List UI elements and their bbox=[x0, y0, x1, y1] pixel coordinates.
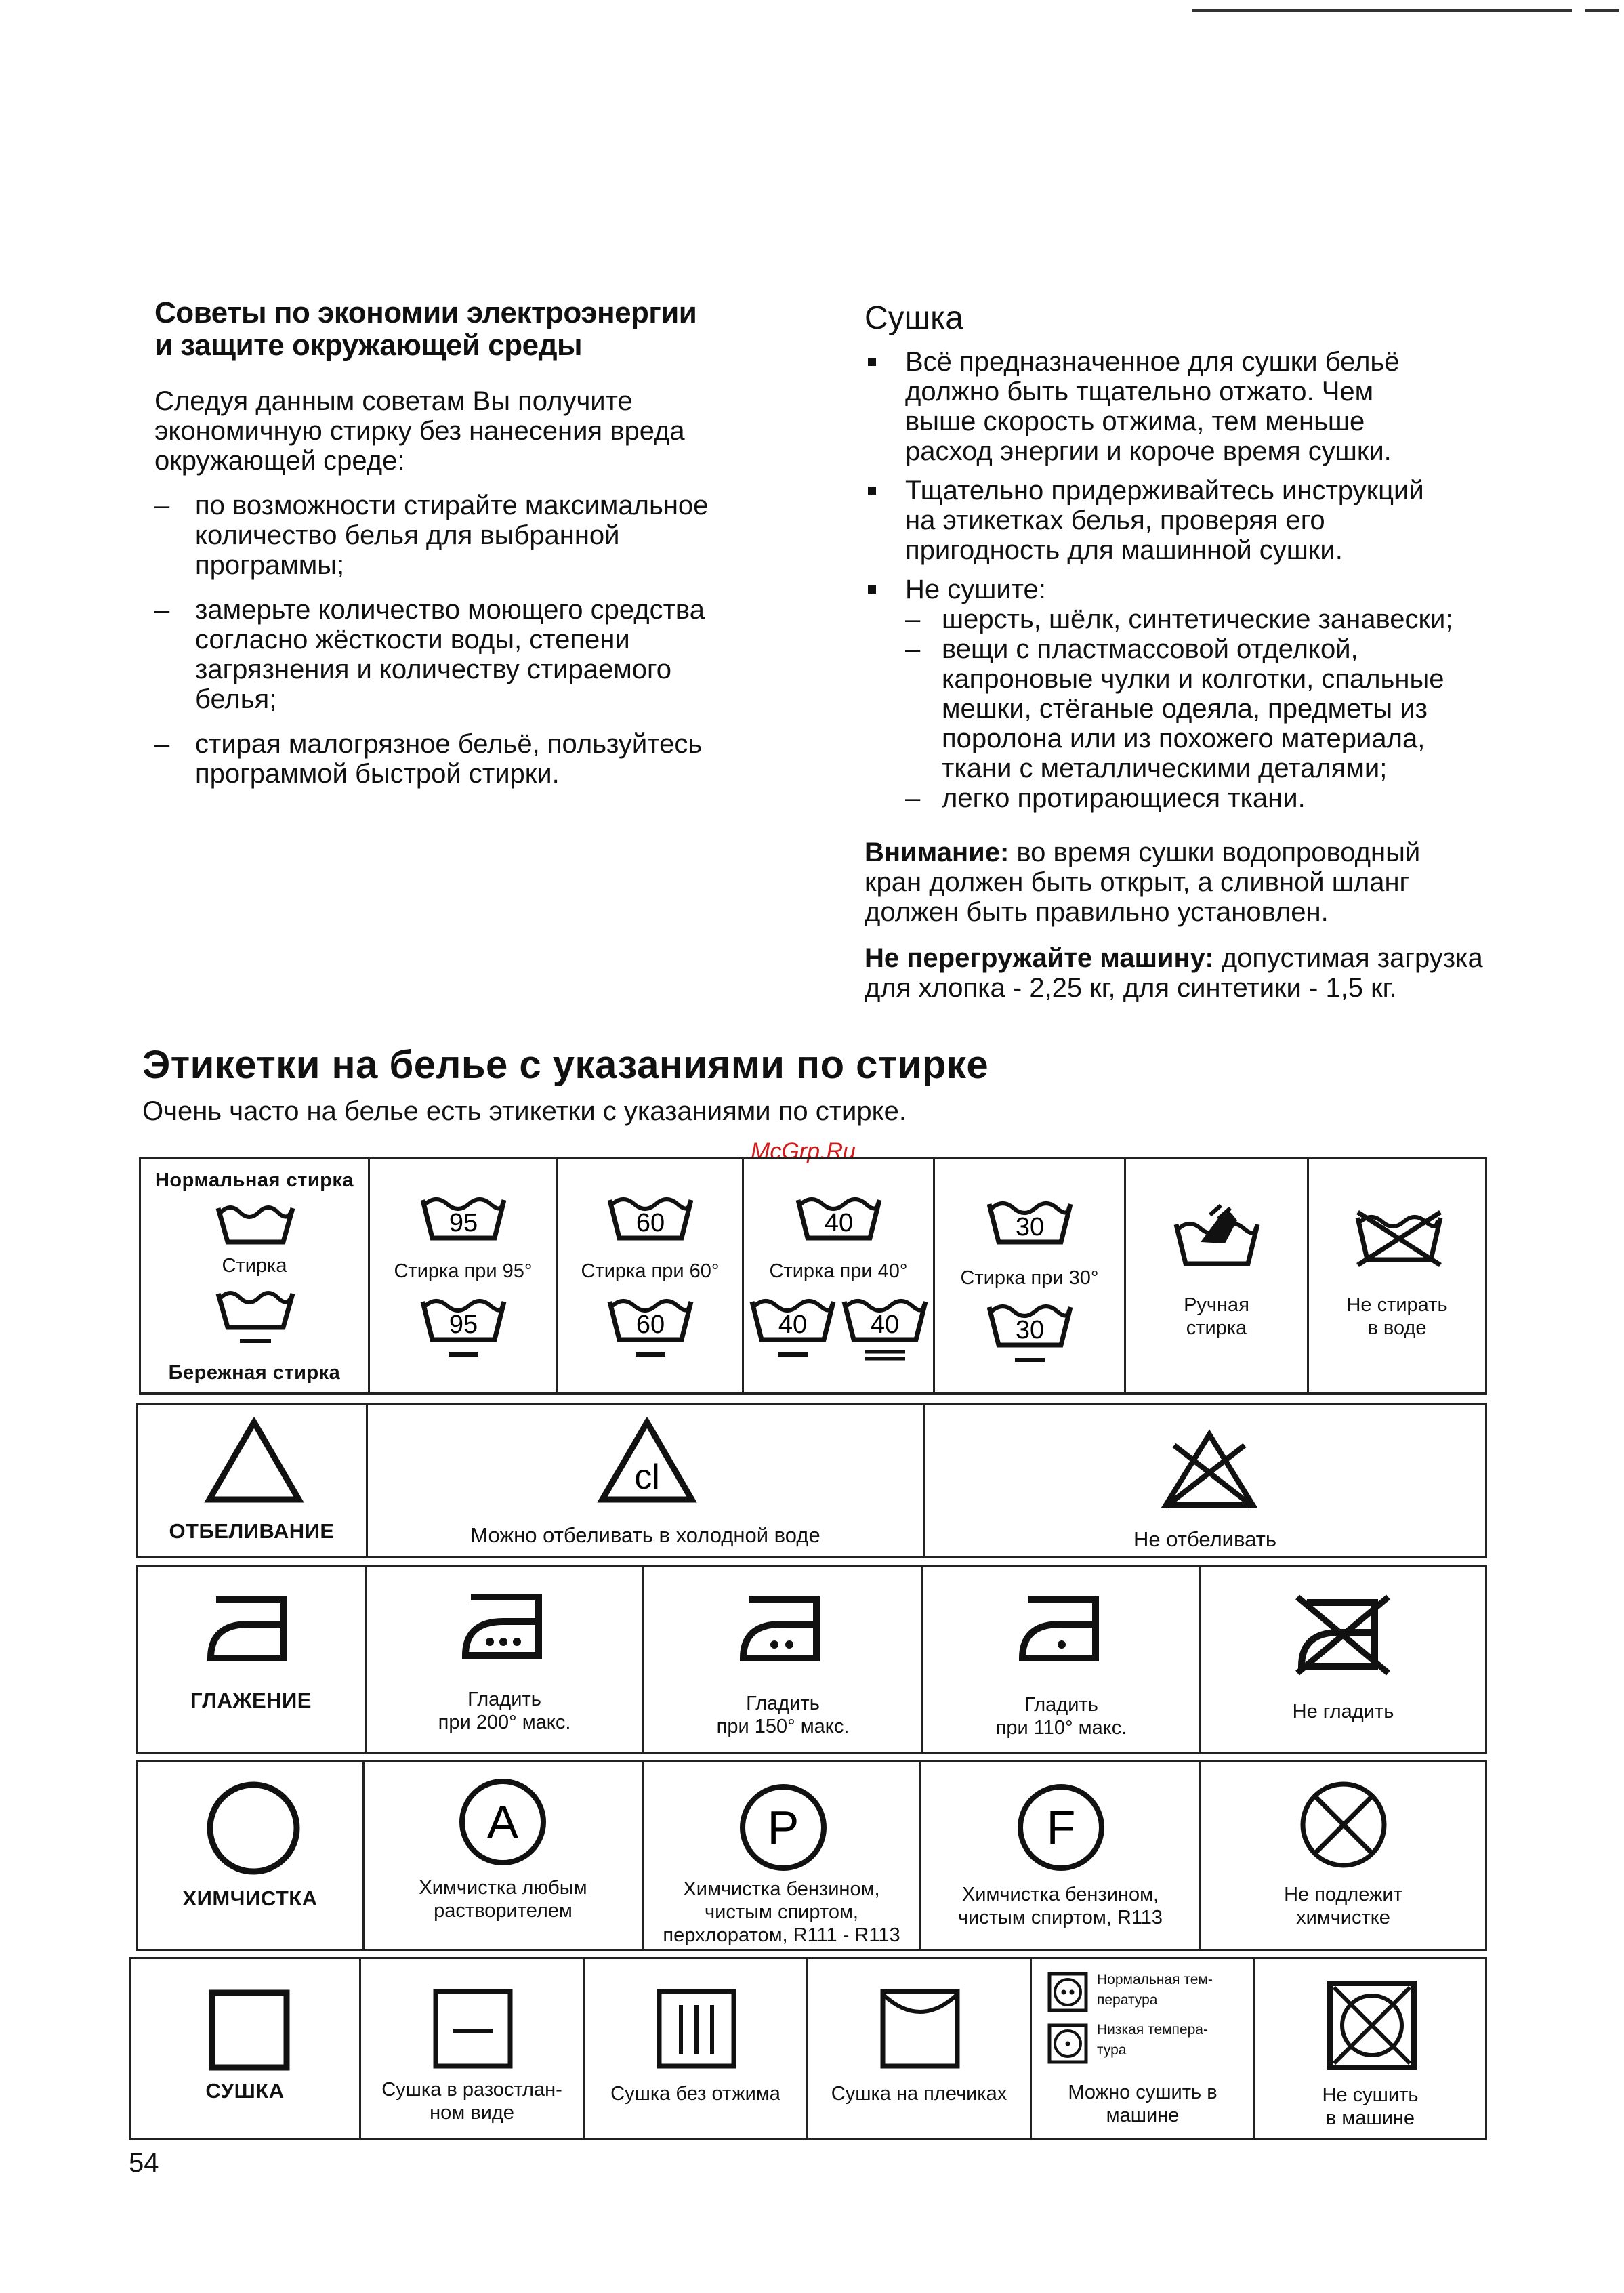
energy-title-line1: Советы по экономии электроэнергии bbox=[154, 296, 697, 329]
no-bleach-icon bbox=[1155, 1429, 1264, 1510]
line: капроновые чулки и колготки, спальные bbox=[942, 664, 1444, 694]
energy-item bbox=[154, 491, 866, 580]
iron-150-icon bbox=[736, 1592, 831, 1666]
iron-110-icon bbox=[1016, 1592, 1110, 1666]
wash-60-icon bbox=[604, 1193, 696, 1242]
line: должен быть правильно установлен. bbox=[865, 897, 1329, 927]
wash-cell-hand bbox=[1126, 1159, 1309, 1392]
line: Тщательно придерживайтесь инструкций bbox=[905, 476, 1424, 505]
no-iron-label: Не гладить bbox=[1292, 1701, 1394, 1722]
line: ном виде bbox=[430, 2102, 514, 2124]
line: во время сушки водопроводный bbox=[1009, 838, 1421, 867]
line: для хлопка - 2,25 кг, для синтетики - 1,5 кг. bbox=[865, 973, 1397, 1003]
wash-40-number: 40 bbox=[824, 1209, 854, 1237]
line: поролона или из похожего материала, bbox=[942, 724, 1425, 753]
bleach-cell-label bbox=[138, 1405, 368, 1556]
line: Сушка в разостлан- bbox=[381, 2079, 562, 2101]
line: при 110° макс. bbox=[995, 1717, 1127, 1739]
drying-item bbox=[865, 347, 1583, 466]
dry-clean-cell-label bbox=[138, 1762, 365, 1949]
line: растворителем bbox=[434, 1900, 572, 1922]
dry-row bbox=[129, 1957, 1487, 2140]
line: пература bbox=[1097, 1992, 1158, 2008]
top-rule bbox=[1192, 9, 1572, 12]
dry-clean-p-icon bbox=[736, 1780, 831, 1875]
line: в машине bbox=[1325, 2107, 1415, 2129]
drying-list bbox=[865, 347, 1583, 813]
line: Низкая темпера- bbox=[1097, 2022, 1208, 2038]
no-dry-clean-label bbox=[1201, 1883, 1485, 1929]
wash-60-gentle-icon bbox=[604, 1295, 696, 1363]
wash-cell-30 bbox=[935, 1159, 1126, 1392]
drying-subitem bbox=[905, 634, 1583, 783]
wash-30-label: Стирка при 30° bbox=[960, 1267, 1099, 1289]
iron-cell-200 bbox=[367, 1567, 644, 1752]
dry-clean-a-label bbox=[365, 1876, 642, 1922]
iron-row bbox=[136, 1565, 1487, 1754]
dry-clean-f-icon bbox=[1014, 1780, 1108, 1875]
line: программой быстрой стирки. bbox=[195, 759, 560, 789]
energy-intro-line: окружающей среде: bbox=[154, 446, 405, 476]
line: тура bbox=[1097, 2042, 1127, 2058]
iron-label: ГЛАЖЕНИЕ bbox=[190, 1689, 312, 1712]
dry-cell-machine bbox=[1032, 1959, 1255, 2138]
overload-label: Не перегружайте машину: bbox=[865, 943, 1214, 973]
line: Не стирать bbox=[1346, 1294, 1448, 1316]
iron-cell-label bbox=[138, 1567, 367, 1752]
wash-cell-40 bbox=[744, 1159, 935, 1392]
wash-row bbox=[139, 1157, 1487, 1395]
line: – замерьте количество моющего средства bbox=[195, 595, 705, 625]
dry-clean-label: ХИМЧИСТКА bbox=[182, 1886, 318, 1910]
dry-clean-row bbox=[136, 1760, 1487, 1951]
bleach-row bbox=[136, 1403, 1487, 1558]
drying-item bbox=[865, 575, 1583, 813]
energy-item bbox=[154, 595, 866, 714]
dry-clean-a-icon bbox=[455, 1775, 550, 1869]
line: машине bbox=[1106, 2105, 1180, 2126]
iron-200-label bbox=[367, 1688, 642, 1734]
wash-40-icon bbox=[793, 1193, 885, 1242]
dry-square-icon bbox=[207, 1987, 292, 2073]
bleach-triangle-icon bbox=[204, 1417, 304, 1505]
dry-cell-label bbox=[131, 1959, 361, 2138]
wash-95-number: 95 bbox=[449, 1209, 478, 1237]
dry-clean-a-letter: A bbox=[486, 1796, 519, 1848]
wash-95-gentle-icon bbox=[417, 1295, 509, 1363]
line: Химчистка бензином, bbox=[961, 1884, 1159, 1905]
page-number: 54 bbox=[129, 2148, 159, 2178]
dry-cell-flat bbox=[361, 1959, 585, 2138]
dry-flat-icon bbox=[430, 1986, 516, 2071]
line: допустимая загрузка bbox=[1213, 943, 1483, 973]
line: при 150° макс. bbox=[716, 1716, 850, 1737]
dry-label: СУШКА bbox=[205, 2079, 285, 2103]
wash-60-label: Стирка при 60° bbox=[581, 1260, 720, 1282]
line: – вещи с пластмассовой отделкой, bbox=[942, 634, 1358, 664]
line: выше скорость отжима, тем меньше bbox=[905, 407, 1365, 436]
wash-95-label: Стирка при 95° bbox=[394, 1260, 533, 1282]
line: перхлоратом, R111 - R113 bbox=[663, 1924, 900, 1946]
line: при 200° макс. bbox=[438, 1712, 571, 1733]
wash-label: Стирка bbox=[222, 1255, 287, 1277]
energy-item bbox=[154, 729, 866, 789]
no-wash-label bbox=[1309, 1294, 1485, 1340]
line: Можно сушить в bbox=[1068, 2082, 1217, 2103]
iron-icon bbox=[204, 1592, 299, 1666]
labels-title: Этикетки на белье с указаниями по стирке bbox=[142, 1043, 989, 1087]
dry-clean-cell-p bbox=[644, 1762, 921, 1949]
drying-sublist bbox=[905, 604, 1583, 813]
wash-gentle-icon bbox=[213, 1287, 298, 1348]
drying-title: Сушка bbox=[865, 300, 963, 336]
watermark: McGrp.Ru bbox=[751, 1138, 856, 1164]
wash-60-number: 60 bbox=[636, 1209, 665, 1237]
tumble-dry-label bbox=[1032, 2081, 1253, 2127]
line: на этикетках белья, проверяя его bbox=[905, 505, 1325, 535]
wash-40-gentle-number: 40 bbox=[778, 1310, 808, 1339]
wash-cell-no bbox=[1309, 1159, 1485, 1392]
dry-clean-f-label bbox=[921, 1883, 1199, 1929]
dry-cell-drip bbox=[585, 1959, 808, 2138]
drying-item bbox=[865, 476, 1583, 565]
tumble-low-label bbox=[1097, 2020, 1208, 2061]
line: загрязнения и количеству стираемого bbox=[195, 655, 671, 684]
labels-intro: Очень часто на белье есть этикетки с указаниями по стирке. bbox=[142, 1096, 907, 1126]
wash-tub-icon bbox=[213, 1201, 298, 1245]
dry-clean-cell-f bbox=[921, 1762, 1201, 1949]
energy-list bbox=[154, 491, 866, 789]
dry-clean-cell-no bbox=[1201, 1762, 1485, 1949]
wash-30-number: 30 bbox=[1015, 1213, 1045, 1241]
line: количество белья для выбранной bbox=[195, 520, 620, 550]
no-tumble-dry-icon bbox=[1325, 1978, 1419, 2073]
drip-dry-icon bbox=[654, 1986, 739, 2071]
line: стирка bbox=[1186, 1317, 1247, 1339]
dry-cell-line bbox=[808, 1959, 1032, 2138]
wash-30-icon bbox=[984, 1197, 1076, 1246]
drying-overload bbox=[865, 943, 1583, 1003]
bleach-cl-text: cl bbox=[634, 1458, 660, 1497]
bleach-cold-label: Можно отбеливать в холодной воде bbox=[470, 1523, 820, 1547]
line: Химчистка бензином, bbox=[683, 1878, 880, 1900]
line: Химчистка любым bbox=[419, 1877, 587, 1899]
wash-95-icon bbox=[417, 1193, 509, 1242]
iron-150-label bbox=[644, 1692, 921, 1738]
drying-section bbox=[865, 301, 1583, 1003]
top-rule-end bbox=[1585, 9, 1619, 12]
wash-30-gentle-number: 30 bbox=[1015, 1316, 1045, 1344]
line: – стирая малогрязное бельё, пользуйтесь bbox=[195, 729, 703, 759]
wash-cell-60 bbox=[558, 1159, 744, 1392]
drying-subitem bbox=[905, 604, 1583, 634]
line: Всё предназначенное для сушки бельё bbox=[905, 347, 1400, 377]
line: мешки, стёганые одеяла, предметы из bbox=[942, 694, 1428, 724]
line: Не сушите: bbox=[905, 575, 1046, 604]
line: в воде bbox=[1367, 1317, 1427, 1339]
drying-warning bbox=[865, 838, 1583, 927]
line: химчистке bbox=[1296, 1907, 1390, 1928]
no-wash-icon bbox=[1348, 1208, 1450, 1269]
wash-40-very-gentle-icon bbox=[839, 1295, 931, 1363]
hand-wash-label bbox=[1126, 1294, 1307, 1340]
line: должно быть тщательно отжато. Чем bbox=[905, 377, 1374, 407]
wash-95-gentle-number: 95 bbox=[449, 1310, 478, 1339]
line: – шерсть, шёлк, синтетические занавески; bbox=[942, 604, 1453, 634]
drip-dry-label: Сушка без отжима bbox=[610, 2083, 780, 2105]
line: Гладить bbox=[467, 1689, 541, 1710]
line: чистым спиртом, R113 bbox=[957, 1907, 1163, 1928]
iron-cell-110 bbox=[923, 1567, 1201, 1752]
line: Гладить bbox=[1024, 1694, 1098, 1716]
iron-cell-no bbox=[1201, 1567, 1485, 1752]
bleach-cl-icon bbox=[597, 1417, 697, 1505]
line: Нормальная тем- bbox=[1097, 1972, 1213, 1987]
warning-label: Внимание: bbox=[865, 838, 1009, 867]
line-dry-label: Сушка на плечиках bbox=[831, 2083, 1007, 2105]
tumble-low-icon bbox=[1047, 2023, 1089, 2065]
line-dry-icon bbox=[877, 1986, 963, 2071]
line: белья; bbox=[195, 684, 277, 714]
energy-intro-line: Следуя данным советам Вы получите bbox=[154, 386, 633, 416]
wash-40-gentle-icon bbox=[747, 1295, 839, 1363]
energy-intro-line: экономичную стирку без нанесения вреда bbox=[154, 416, 685, 446]
line: – легко протирающиеся ткани. bbox=[942, 783, 1306, 813]
drying-subitem bbox=[905, 783, 1583, 813]
energy-intro bbox=[154, 386, 866, 476]
dry-flat-label bbox=[361, 2078, 583, 2124]
wash-40-label: Стирка при 40° bbox=[769, 1260, 908, 1282]
dry-cell-no-machine bbox=[1255, 1959, 1485, 2138]
wash-normal-label: Нормальная стирка bbox=[154, 1170, 354, 1191]
line: программы; bbox=[195, 550, 345, 580]
wash-30-gentle-icon bbox=[984, 1300, 1076, 1368]
wash-gentle-label: Бережная стирка bbox=[168, 1362, 341, 1384]
no-iron-icon bbox=[1288, 1594, 1396, 1676]
line: – по возможности стирайте максимальное bbox=[195, 491, 709, 520]
tumble-normal-label bbox=[1097, 1970, 1213, 2010]
dry-clean-f-letter: F bbox=[1046, 1801, 1076, 1854]
bleach-cell-cold bbox=[368, 1405, 925, 1556]
wash-40-very-gentle-number: 40 bbox=[870, 1310, 900, 1339]
line: ткани с металлическими деталями; bbox=[942, 753, 1388, 783]
no-bleach-label: Не отбеливать bbox=[1133, 1527, 1277, 1551]
hand-wash-icon bbox=[1171, 1201, 1263, 1269]
bleach-label: ОТБЕЛИВАНИЕ bbox=[169, 1519, 335, 1543]
wash-60-gentle-number: 60 bbox=[636, 1310, 665, 1339]
line: расход энергии и короче время сушки. bbox=[905, 436, 1392, 466]
energy-title-line2: и защите окружающей среды bbox=[154, 329, 583, 362]
no-tumble-dry-label bbox=[1255, 2084, 1485, 2130]
line: Ручная bbox=[1184, 1294, 1249, 1316]
line: Не сушить bbox=[1322, 2084, 1419, 2106]
dry-clean-cell-a bbox=[365, 1762, 644, 1949]
line: согласно жёсткости воды, степени bbox=[195, 625, 630, 655]
dry-clean-circle-icon bbox=[203, 1777, 304, 1879]
wash-cell-95 bbox=[370, 1159, 558, 1392]
line: Не подлежит bbox=[1284, 1884, 1402, 1905]
line: чистым спиртом, bbox=[705, 1901, 858, 1923]
line: кран должен быть открыт, а сливной шланг bbox=[865, 867, 1410, 897]
iron-110-label bbox=[923, 1693, 1199, 1739]
line: пригодность для машинной сушки. bbox=[905, 535, 1343, 565]
energy-section bbox=[154, 297, 866, 804]
iron-200-icon bbox=[459, 1589, 554, 1664]
dry-clean-p-label bbox=[644, 1878, 919, 1947]
dry-clean-p-letter: P bbox=[767, 1801, 799, 1854]
iron-cell-150 bbox=[644, 1567, 923, 1752]
bleach-cell-no bbox=[925, 1405, 1485, 1556]
no-dry-clean-icon bbox=[1296, 1777, 1391, 1872]
tumble-normal-icon bbox=[1047, 1971, 1089, 2013]
wash-cell-normal bbox=[141, 1159, 370, 1392]
line: Гладить bbox=[746, 1693, 820, 1714]
